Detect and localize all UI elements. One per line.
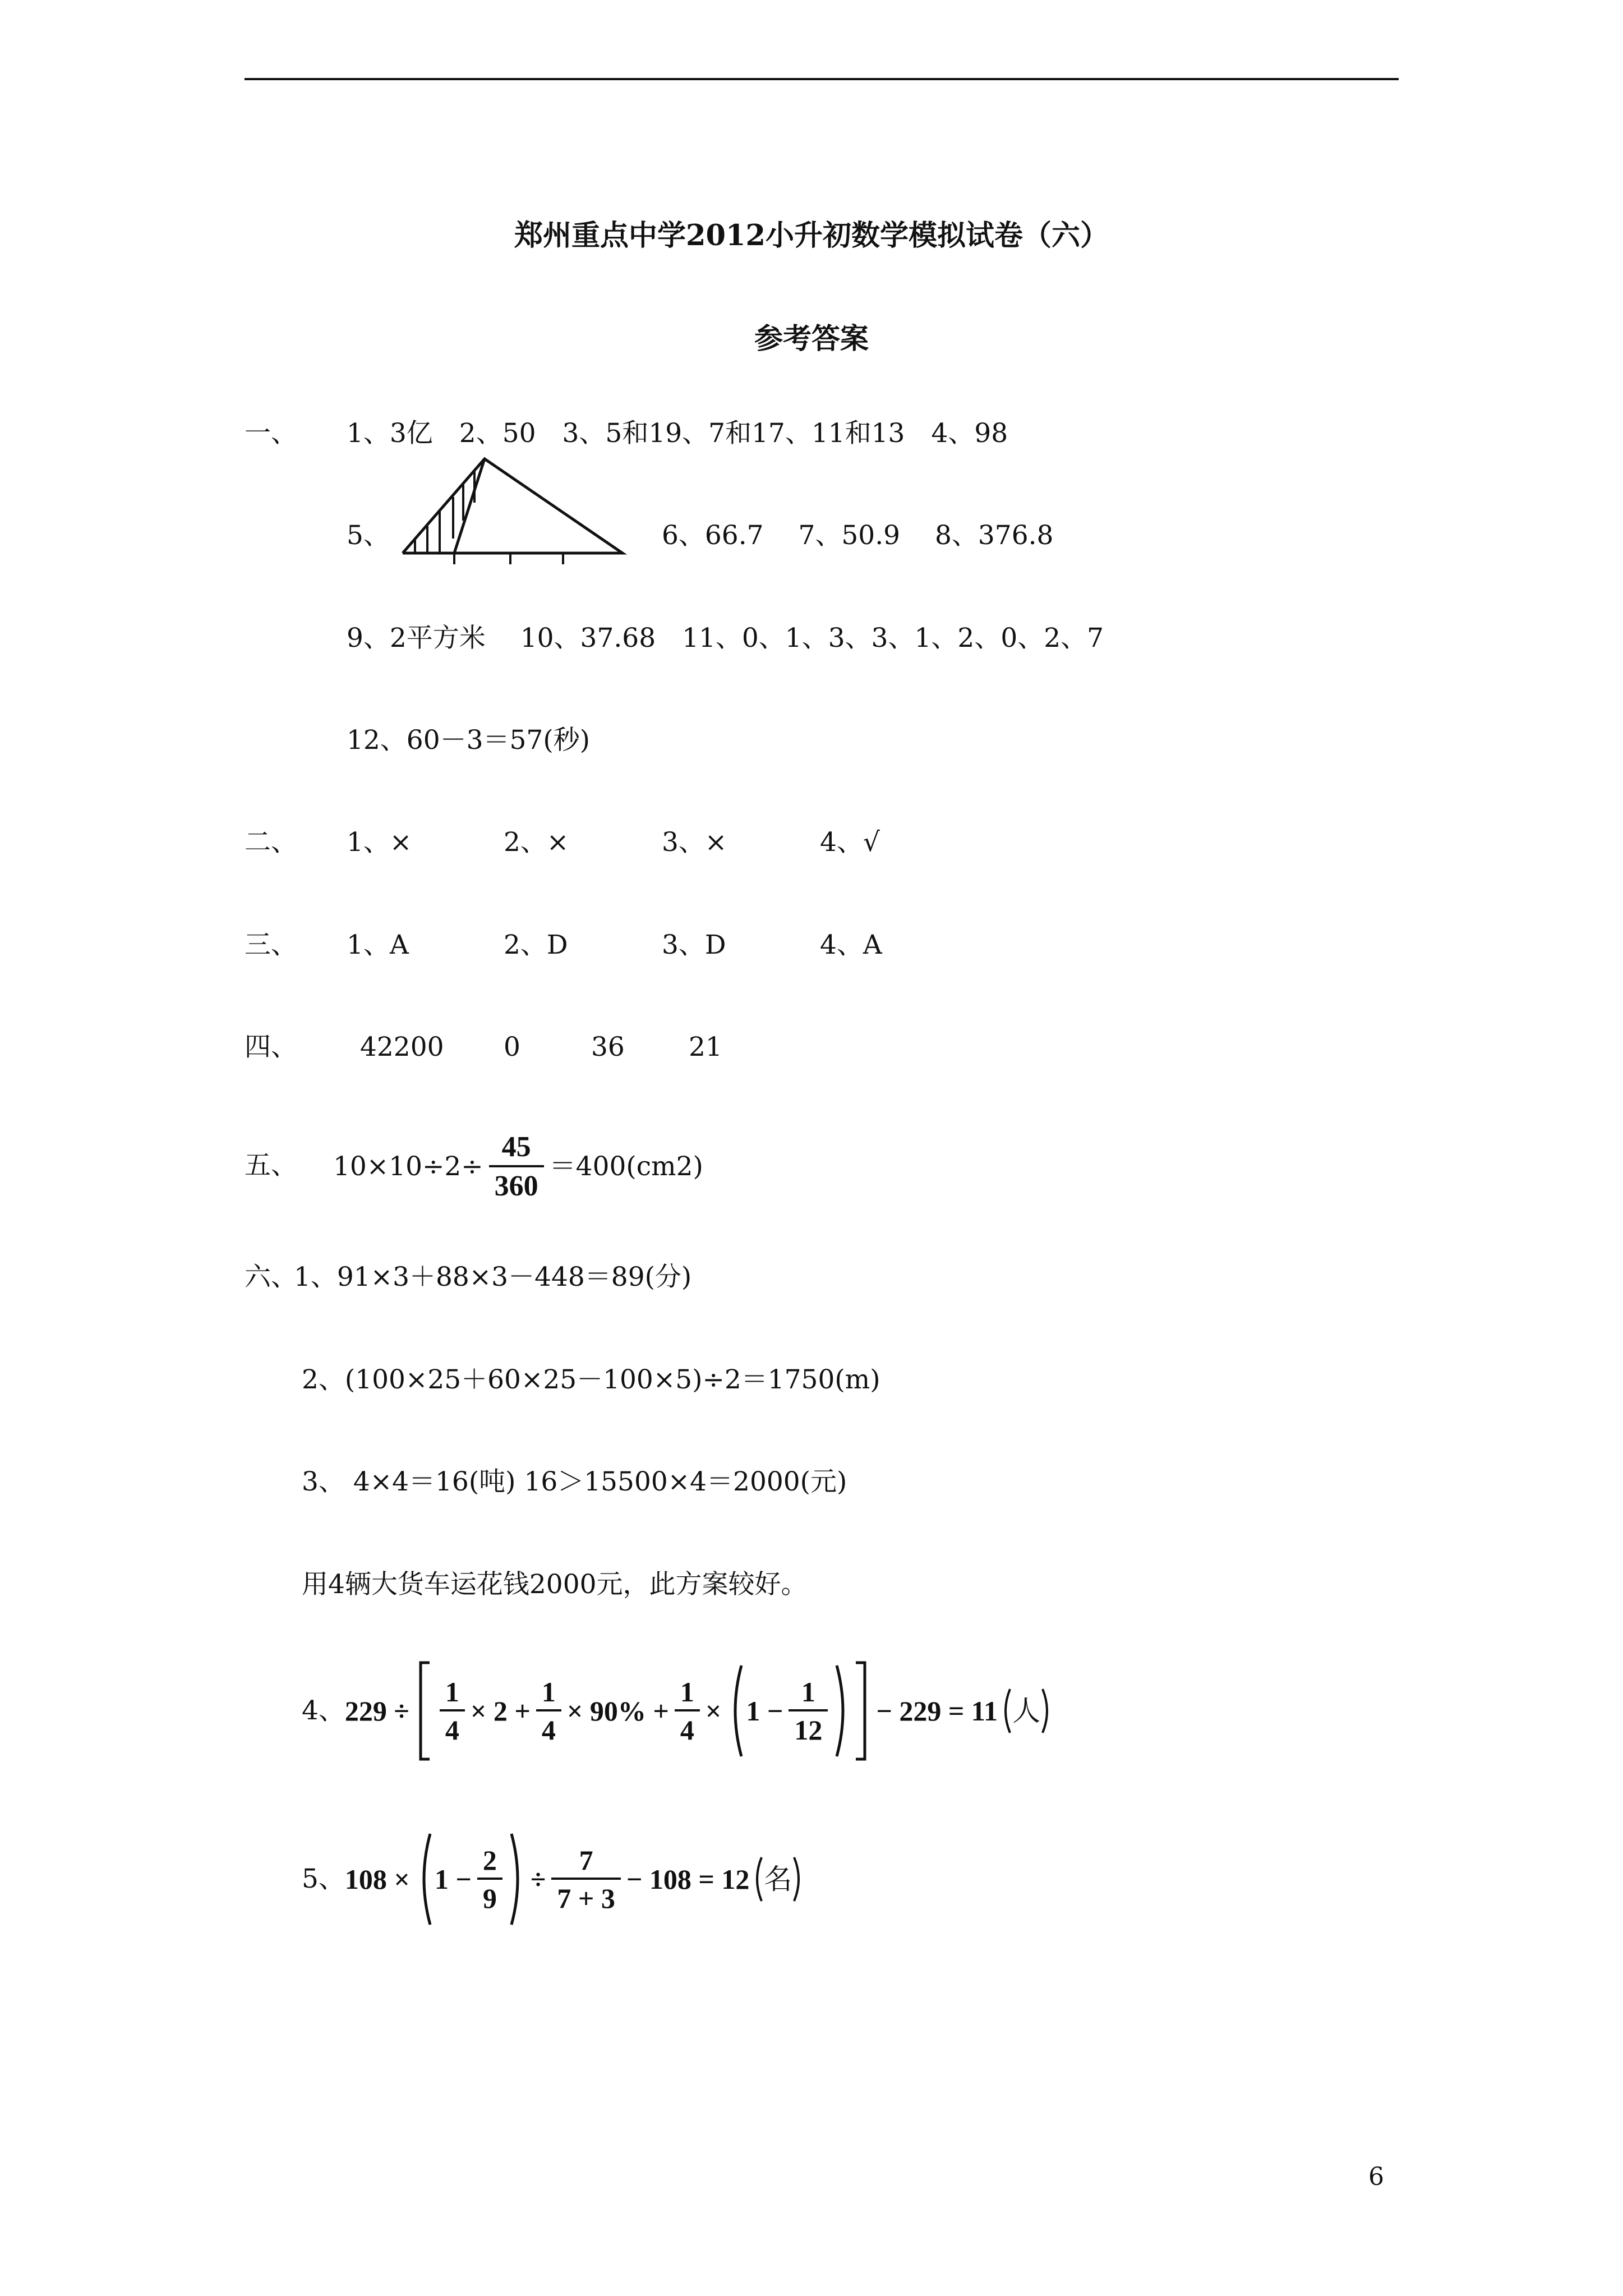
question-5-fraction-2 [551, 1846, 621, 1912]
unit-left-parenthesis-icon [1000, 1687, 1012, 1735]
section-5-label: 五、 [245, 1150, 297, 1181]
section-2-answer-4: 4、√ [820, 827, 880, 858]
fraction-numerator: 1 [541, 1676, 556, 1708]
section-3-answer-3: 3、D [662, 930, 726, 960]
section-1-row-3: 9、2平方米 10、37.68 11、0、1、3、3、1、2、0、2、7 [347, 623, 1104, 654]
question-5-tail: − 108 = 12 [626, 1864, 750, 1895]
fraction-numerator: 7 [579, 1844, 593, 1876]
section-2-answer-2: 2、× [504, 827, 569, 858]
section-2-answer-1: 1、× [347, 827, 412, 858]
section-5-result: ＝400(cm2) [549, 1151, 703, 1182]
right-bracket-icon [854, 1660, 868, 1761]
triangle-diagram [393, 449, 639, 578]
answer-key-heading: 参考答案 [754, 322, 869, 356]
section-6-question-5-formula [302, 1823, 804, 1935]
section-4-label: 四、 [245, 1032, 297, 1062]
section-4-answer-2: 0 [504, 1032, 520, 1062]
section-5-formula [333, 1116, 703, 1217]
question-4-term-e: 1 − [746, 1695, 783, 1727]
right-parenthesis-icon [509, 1832, 526, 1927]
question-4-prefix: 4、 [302, 1695, 345, 1726]
question-4-fraction-4 [789, 1678, 828, 1744]
section-6-question-2: 2、(100×25＋60×25－100×5)÷2＝1750(m) [302, 1364, 880, 1395]
section-1-question-5-label: 5、 [347, 520, 390, 551]
question-4-term-b: × 2 + [470, 1695, 531, 1727]
section-1-row-2: 6、66.7 7、50.9 8、376.8 [662, 520, 1054, 551]
section-3-answer-2: 2、D [504, 930, 568, 960]
left-parenthesis-icon [416, 1832, 432, 1927]
question-4-fraction-3 [675, 1678, 700, 1744]
right-parenthesis-icon [834, 1663, 851, 1759]
section-6-question-1: 1、91×3＋88×3－448＝89(分) [294, 1262, 692, 1292]
question-4-term-c: × 90% + [566, 1695, 669, 1727]
question-5-fraction-1 [477, 1846, 502, 1912]
question-5-unit: 名 [764, 1863, 792, 1895]
question-4-term-a: 229 ÷ [344, 1695, 409, 1727]
fraction-numerator: 1 [680, 1676, 694, 1708]
fraction-numerator: 1 [801, 1676, 815, 1708]
section-2-label: 二、 [245, 827, 297, 858]
section-1-label: 一、 [245, 418, 297, 449]
section-3-label: 三、 [245, 930, 297, 960]
question-4-fraction-2 [536, 1678, 561, 1744]
section-2-answer-3: 3、× [662, 827, 727, 858]
question-4-tail: − 229 = 11 [876, 1695, 998, 1727]
fraction-denominator: 4 [536, 1709, 561, 1744]
page-number: 6 [1368, 2162, 1384, 2191]
fraction-denominator: 4 [440, 1709, 465, 1744]
section-5-expression: 10×10÷2÷ [333, 1151, 483, 1182]
fraction-numerator: 45 [501, 1131, 531, 1163]
question-4-fraction-1 [440, 1678, 465, 1744]
unit-left-parenthesis-icon [751, 1855, 764, 1903]
question-5-term-b: 1 − [434, 1864, 472, 1895]
fraction-denominator: 9 [477, 1878, 502, 1912]
section-6-question-4-formula [302, 1655, 1053, 1767]
fraction-denominator: 7 + 3 [551, 1878, 621, 1912]
left-parenthesis-icon [727, 1663, 744, 1759]
section-5-fraction [489, 1133, 544, 1201]
section-4-answer-4: 21 [689, 1032, 722, 1062]
question-5-term-c: ÷ [530, 1864, 546, 1895]
left-bracket-icon [417, 1660, 432, 1761]
fraction-numerator: 1 [445, 1676, 459, 1708]
question-5-prefix: 5、 [302, 1864, 345, 1894]
page-title: 郑州重点中学2012小升初数学模拟试卷（六） [514, 219, 1109, 252]
header-rule [245, 78, 1399, 80]
question-4-term-d: × [705, 1695, 722, 1727]
section-1-row-4: 12、60－3＝57(秒) [347, 725, 590, 756]
fraction-denominator: 12 [789, 1709, 828, 1744]
section-1-row-1: 1、3亿 2、50 3、5和19、7和17、11和13 4、98 [347, 418, 1008, 449]
fraction-numerator: 2 [482, 1844, 497, 1876]
section-6-label: 六、 [245, 1262, 297, 1292]
section-6-question-3-conclusion: 用4辆大货车运花钱2000元，此方案较好。 [302, 1569, 808, 1600]
unit-right-parenthesis-icon [792, 1855, 804, 1903]
section-3-answer-1: 1、A [347, 930, 409, 960]
section-6-question-3: 3、 4×4＝16(吨) 16＞15500×4＝2000(元) [302, 1466, 847, 1497]
fraction-denominator: 360 [489, 1165, 544, 1201]
section-4-answer-1: 42200 [360, 1032, 444, 1062]
question-5-term-a: 108 × [344, 1864, 410, 1895]
section-4-answer-3: 36 [591, 1032, 625, 1062]
question-4-unit: 人 [1012, 1695, 1041, 1727]
section-3-answer-4: 4、A [820, 930, 882, 960]
unit-right-parenthesis-icon [1040, 1687, 1053, 1735]
fraction-denominator: 4 [675, 1709, 700, 1744]
